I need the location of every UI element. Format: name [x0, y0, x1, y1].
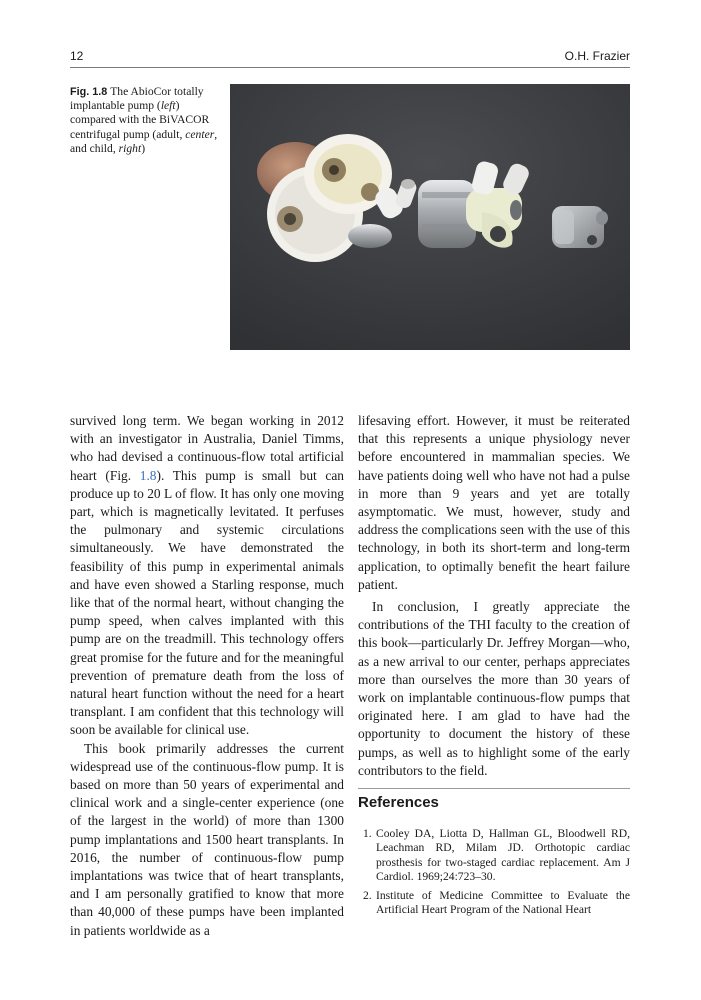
page-number: 12 — [70, 49, 84, 63]
paragraph-conclusion: In conclusion, I greatly appreciate the contributions of the THI faculty to the creation of this book—particularly Dr. Jeffrey Morgan—who, as a new arrival to our center, perhaps appreciates more than ourselves the more than 30 years of work on implantable continuous-flow pumps that originated here. I am glad to have had the opportunity to document the history of these pumps, as well as to highlight some of the early contributors to the field. — [358, 599, 630, 778]
reference-text: Institute of Medicine Committee to Evaluate the Artificial Heart Program of the National Heart — [376, 888, 630, 917]
caption-text-center: center — [185, 127, 215, 141]
header-rule — [70, 67, 630, 68]
caption-text-1: The AbioCor totally implantable pump ( — [70, 85, 204, 113]
paragraph-physiology: lifesaving effort. However, it must be reiterated that this represents a unique physiology never before encountered in mammalian species. We have patients doing well who have not had a pulse in more than 9 years and yet are totally asymptomatic. We must, however, study and address the complications seen with the use of this technology, in both its short-term and long-term application, to optimally benefit the heart failure patient. — [358, 413, 630, 592]
reference-item — [358, 827, 630, 885]
page-header — [70, 49, 630, 65]
figure-caption — [70, 85, 222, 156]
caption-text-left: left — [160, 99, 176, 113]
caption-text-2: ) compared with the BiVACOR centrifugal pump (adult, — [70, 99, 210, 141]
left-column — [70, 412, 344, 940]
paragraph-text: ). This pump is small but can produce up to 20 L of flow. It has only one moving part, which is magnetically levitated. It perfuses the pulmonary and systemic circulations simultaneously. We have demonstrated the feasibility of this pump in experimental animals and have even showed a Starling response, much like that of the normal heart, without changing the pump speed, when calves implanted with this pump are on the treadmill. This technology offers great promise for the future and for the meaningful prevention of premature death from the loss of natural heart function without the need for a heart transplant. I am confident that this technology will soon be available for clinical use. — [70, 467, 344, 738]
figure-photo — [230, 84, 630, 350]
figure-label: Fig. 1.8 — [70, 86, 108, 98]
references-heading: References — [358, 794, 439, 811]
caption-text-3: , and child, — [70, 127, 218, 155]
paragraph-book-scope: This book primarily addresses the current widespread use of the continuous-flow pump. It is based on more than 50 years of experimental and clinical work and a single-center experience (one of the largest in the world) of more than 1300 pump implantations and 1500 heart transplants. In 2016, the number of continuous-flow pump implantations was twice that of heart transplants, and I am personally gratified to know that more than 40,000 of these pumps have been implanted in patients worldwide as a — [70, 740, 344, 938]
references-list — [358, 827, 630, 921]
reference-number: 1. — [363, 827, 372, 840]
references-rule — [358, 788, 630, 789]
running-head-author: O.H. Frazier — [564, 49, 630, 63]
paragraph-timms — [70, 412, 344, 740]
caption-text-right: right — [118, 141, 142, 155]
figure-reference-link[interactable]: 1.8 — [139, 467, 157, 483]
paragraph-text: survived long term. We began working in 2012 with an investigator in Australia, Daniel Timms, who had devised a continuous-flow total artificial heart (Fig. — [70, 413, 344, 483]
caption-text-4: ) — [141, 141, 146, 155]
reference-number: 2. — [363, 888, 372, 902]
right-column — [358, 412, 630, 780]
reference-text: Cooley DA, Liotta D, Hallman GL, Bloodwell RD, Leachman RD, Milam JD. Orthotopic cardiac prosthesis for two-staged cardiac replacement. Am J Cardiol. 1969;24:723–30. — [376, 827, 630, 884]
reference-item — [358, 889, 630, 918]
bivacor-child-pump — [552, 206, 608, 248]
